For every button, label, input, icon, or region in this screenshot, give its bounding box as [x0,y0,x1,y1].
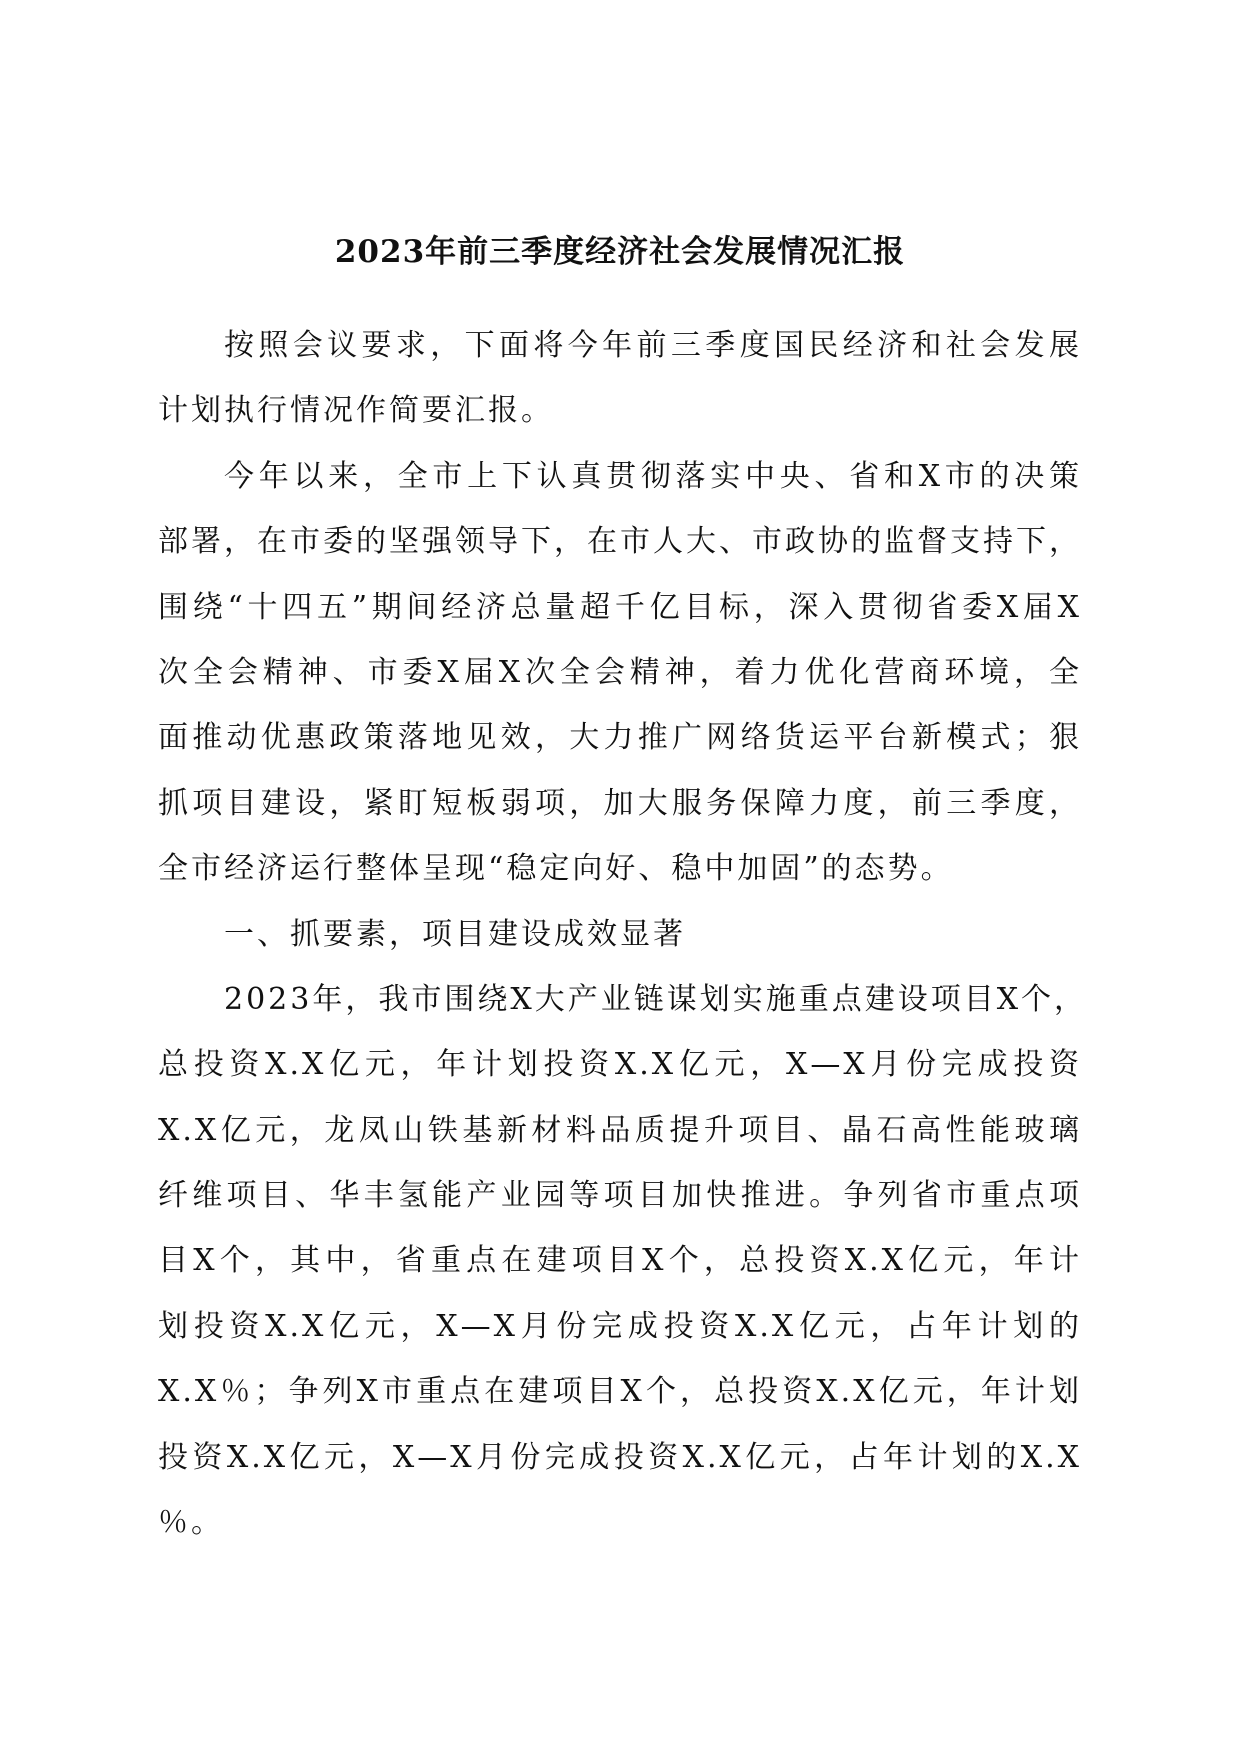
text-line: 总投资X.X亿元，年计划投资X.X亿元，X—X月份完成投资 [158,1047,1082,1083]
paragraph-projects [158,980,1088,1569]
section-heading [158,915,1082,980]
text-line: 次全会精神、市委X届X次全会精神，着力优化营商环境，全 [158,654,1082,690]
text-line: 围绕“十四五”期间经济总量超千亿目标，深入贯彻省委X届X [158,589,1082,625]
text-line: X.X％；争列X市重点在建项目X个，总投资X.X亿元，年计划 [158,1374,1082,1410]
document-title: 2023年前三季度经济社会发展情况汇报 [334,234,906,270]
document-body [158,326,1088,1568]
text-line: X.X亿元，龙凤山铁基新材料品质提升项目、晶石高性能玻璃 [158,1112,1082,1148]
text-line: ％。 [158,1505,224,1541]
text-line: 2023年，我市围绕X大产业链谋划实施重点建设项目X个， [224,981,1088,1017]
text-line: 投资X.X亿元，X—X月份完成投资X.X亿元，占年计划的X.X [158,1439,1082,1475]
section-heading-text: 一、抓要素，项目建设成效显著 [224,916,686,952]
text-line: 面推动优惠政策落地见效，大力推广网络货运平台新模式；狠 [158,720,1082,756]
text-line: 按照会议要求，下面将今年前三季度国民经济和社会发展 [224,328,1082,363]
text-line: 今年以来，全市上下认真贯彻落实中央、省和X市的决策 [224,458,1082,494]
paragraph-overview [158,457,1082,915]
text-line: 全市经济运行整体呈现“稳定向好、稳中加固”的态势。 [158,851,954,887]
text-line: 目X个，其中，省重点在建项目X个，总投资X.X亿元，年计 [158,1243,1082,1279]
text-line: 抓项目建设，紧盯短板弱项，加大服务保障力度，前三季度， [158,785,1082,821]
text-line: 计划执行情况作简要汇报。 [158,393,554,429]
text-line: 部署，在市委的坚强领导下，在市人大、市政协的监督支持下， [158,524,1082,560]
text-line: 纤维项目、华丰氢能产业园等项目加快推进。争列省市重点项 [158,1178,1082,1214]
paragraph-intro [158,326,1082,457]
text-line: 划投资X.X亿元，X—X月份完成投资X.X亿元，占年计划的 [158,1308,1082,1344]
